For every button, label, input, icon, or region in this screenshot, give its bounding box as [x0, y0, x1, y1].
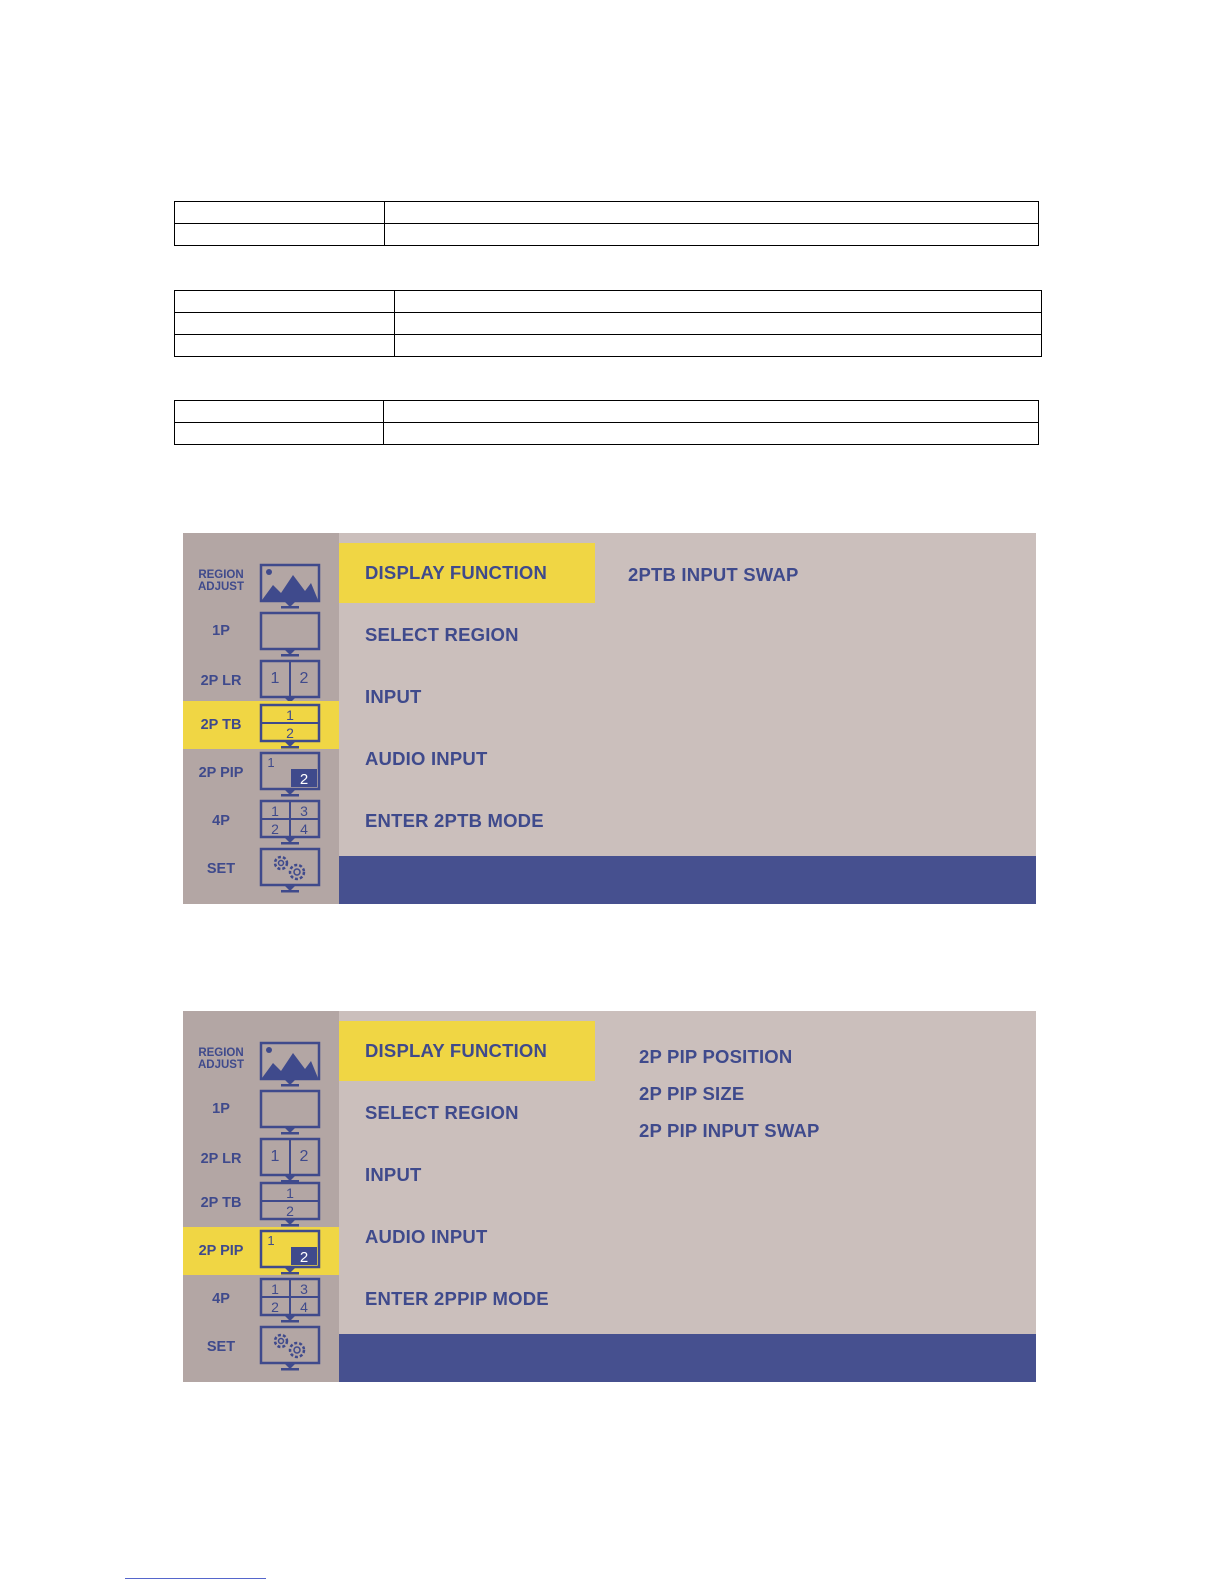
table-row: [175, 224, 1039, 246]
svg-text:2: 2: [271, 821, 279, 837]
menu-enter-mode[interactable]: ENTER 2PTB MODE: [365, 810, 544, 831]
svg-text:3: 3: [300, 1281, 308, 1297]
svg-text:1: 1: [270, 670, 280, 687]
menu-display-function[interactable]: DISPLAY FUNCTION: [339, 543, 595, 603]
svg-text:1: 1: [270, 1148, 280, 1165]
monitor-1p-icon: [259, 611, 323, 657]
sidebar-item-region-adjust[interactable]: [183, 1039, 339, 1087]
monitor-2p-tb-icon: [259, 703, 323, 749]
monitor-1p-icon: [259, 1089, 323, 1135]
gears-icon: [259, 847, 323, 893]
status-bar: [339, 856, 1036, 904]
mode-sidebar: [183, 1011, 339, 1382]
svg-text:1: 1: [286, 707, 294, 723]
monitor-2p-pip-icon: [259, 751, 323, 797]
sidebar-item-label: REGION ADJUST: [197, 569, 244, 593]
sidebar-item-2p-pip[interactable]: 2P PIP 1 2: [183, 749, 339, 797]
osd-menu-2ptb: [183, 533, 1036, 904]
sidebar-item-set[interactable]: SET: [183, 845, 339, 893]
mode-sidebar: [183, 533, 339, 904]
table-row: [175, 313, 1042, 335]
sidebar-item-region-adjust[interactable]: [183, 561, 339, 609]
submenu-2p-pip-size[interactable]: 2P PIP SIZE: [639, 1083, 745, 1104]
menu-audio-input[interactable]: AUDIO INPUT: [365, 748, 488, 769]
sidebar-item-set[interactable]: SET: [183, 1323, 339, 1371]
osd-menu-2ppip: [183, 1011, 1036, 1382]
status-bar: [339, 1334, 1036, 1382]
svg-text:1: 1: [271, 1281, 279, 1297]
sidebar-item-2p-lr[interactable]: 2P LR 1 2: [183, 1135, 339, 1183]
monitor-4p-icon: [259, 1277, 323, 1323]
sidebar-item-4p[interactable]: 4P 1 3 2 4: [183, 797, 339, 845]
svg-text:1: 1: [267, 755, 275, 770]
monitor-2p-tb-icon: [259, 1181, 323, 1227]
sidebar-item-2p-tb[interactable]: 2P TB 1 2: [183, 701, 339, 749]
svg-text:1: 1: [271, 803, 279, 819]
monitor-4p-icon: [259, 799, 323, 845]
gears-icon: [259, 1325, 323, 1371]
table-row: [175, 202, 1039, 224]
submenu-2p-pip-position[interactable]: 2P PIP POSITION: [639, 1046, 793, 1067]
empty-table-3: [174, 400, 1039, 445]
monitor-2p-lr-icon: [259, 1137, 323, 1183]
sidebar-item-1p[interactable]: 1P: [183, 1087, 339, 1135]
svg-text:4: 4: [300, 1299, 308, 1315]
svg-text:1: 1: [267, 1233, 275, 1248]
sidebar-item-label: REGION ADJUST: [197, 1047, 244, 1071]
sidebar-item-2p-tb[interactable]: 2P TB 1 2: [183, 1179, 339, 1227]
svg-text:2: 2: [299, 670, 309, 687]
svg-text:2: 2: [286, 725, 294, 741]
table-row: [175, 423, 1039, 445]
menu-enter-mode[interactable]: ENTER 2PPIP MODE: [365, 1288, 549, 1309]
svg-text:4: 4: [300, 821, 308, 837]
sidebar-item-1p[interactable]: 1P: [183, 609, 339, 657]
sidebar-item-2p-pip[interactable]: 2P PIP 1 2: [183, 1227, 339, 1275]
table-row: [175, 401, 1039, 423]
table-row: [175, 291, 1042, 313]
svg-text:2: 2: [299, 771, 309, 788]
menu-input[interactable]: INPUT: [365, 686, 422, 707]
submenu-2p-pip-input-swap[interactable]: 2P PIP INPUT SWAP: [639, 1120, 820, 1141]
empty-table-2: [174, 290, 1042, 357]
svg-text:2: 2: [299, 1249, 309, 1266]
sidebar-item-2p-lr[interactable]: 2P LR 1 2: [183, 657, 339, 705]
monitor-2p-lr-icon: [259, 659, 323, 705]
svg-text:2: 2: [286, 1203, 294, 1219]
sidebar-item-4p[interactable]: 4P 1 3 2 4: [183, 1275, 339, 1323]
submenu-2ptb-input-swap[interactable]: 2PTB INPUT SWAP: [628, 564, 799, 585]
landscape-icon: [259, 1041, 323, 1087]
monitor-2p-pip-icon: [259, 1229, 323, 1275]
landscape-icon: [259, 563, 323, 609]
footnote-separator: [125, 1578, 266, 1579]
menu-select-region[interactable]: SELECT REGION: [365, 624, 519, 645]
svg-text:2: 2: [271, 1299, 279, 1315]
menu-display-function[interactable]: DISPLAY FUNCTION: [339, 1021, 595, 1081]
menu-select-region[interactable]: SELECT REGION: [365, 1102, 519, 1123]
svg-text:2: 2: [299, 1148, 309, 1165]
svg-text:1: 1: [286, 1185, 294, 1201]
menu-input[interactable]: INPUT: [365, 1164, 422, 1185]
empty-table-1: [174, 201, 1039, 246]
menu-audio-input[interactable]: AUDIO INPUT: [365, 1226, 488, 1247]
table-row: [175, 335, 1042, 357]
svg-text:3: 3: [300, 803, 308, 819]
